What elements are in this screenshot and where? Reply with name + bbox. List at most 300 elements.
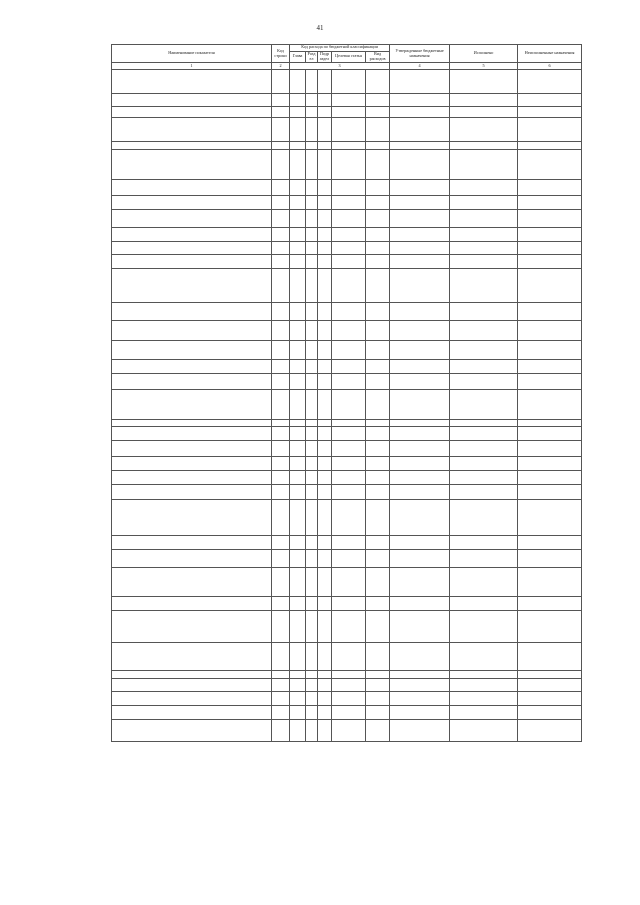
row-name	[112, 269, 272, 303]
row-expense-type	[366, 427, 390, 441]
row-podrazdel	[318, 549, 332, 567]
row-podrazdel	[318, 389, 332, 419]
row-podrazdel	[318, 210, 332, 228]
row-expense-type	[366, 69, 390, 93]
row-line-code	[272, 179, 290, 196]
row-expense-type	[366, 389, 390, 419]
row-podrazdel	[318, 269, 332, 303]
row-approved	[390, 536, 450, 550]
row-razdel	[306, 269, 318, 303]
row-target	[332, 678, 366, 692]
row-target	[332, 179, 366, 196]
column-number: 3	[290, 63, 390, 70]
row-glava	[290, 302, 306, 320]
row-unexecuted	[518, 536, 582, 550]
column-number: 6	[518, 63, 582, 70]
row-line-code	[272, 69, 290, 93]
row-glava	[290, 389, 306, 419]
row-razdel	[306, 719, 318, 741]
table-row	[112, 255, 582, 269]
row-target	[332, 549, 366, 567]
row-unexecuted	[518, 706, 582, 720]
row-line-code	[272, 93, 290, 107]
row-approved	[390, 149, 450, 179]
row-razdel	[306, 427, 318, 441]
row-name	[112, 118, 272, 142]
row-target	[332, 196, 366, 210]
table-body	[112, 69, 582, 741]
row-expense-type	[366, 484, 390, 500]
row-glava	[290, 484, 306, 500]
row-approved	[390, 611, 450, 643]
row-name	[112, 670, 272, 678]
row-name	[112, 549, 272, 567]
row-glava	[290, 670, 306, 678]
row-expense-type	[366, 457, 390, 471]
row-razdel	[306, 670, 318, 678]
row-target	[332, 536, 366, 550]
page-number: 41	[316, 24, 324, 32]
row-name	[112, 320, 272, 340]
row-glava	[290, 441, 306, 457]
table-header	[112, 45, 582, 70]
table-row	[112, 692, 582, 706]
row-expense-type	[366, 719, 390, 741]
table-row	[112, 500, 582, 536]
row-line-code	[272, 500, 290, 536]
row-name	[112, 241, 272, 255]
row-line-code	[272, 302, 290, 320]
row-expense-type	[366, 678, 390, 692]
row-podrazdel	[318, 69, 332, 93]
row-unexecuted	[518, 611, 582, 643]
row-line-code	[272, 269, 290, 303]
row-glava	[290, 255, 306, 269]
row-unexecuted	[518, 340, 582, 360]
column-number: 2	[272, 63, 290, 70]
row-glava	[290, 179, 306, 196]
row-razdel	[306, 419, 318, 427]
row-razdel	[306, 470, 318, 484]
row-line-code	[272, 692, 290, 706]
row-name	[112, 484, 272, 500]
row-target	[332, 141, 366, 149]
row-glava	[290, 457, 306, 471]
row-unexecuted	[518, 567, 582, 597]
row-line-code	[272, 536, 290, 550]
row-approved	[390, 179, 450, 196]
row-unexecuted	[518, 484, 582, 500]
row-executed	[450, 692, 518, 706]
table-row	[112, 611, 582, 643]
row-razdel	[306, 179, 318, 196]
row-target	[332, 484, 366, 500]
row-approved	[390, 419, 450, 427]
row-razdel	[306, 374, 318, 390]
row-podrazdel	[318, 611, 332, 643]
row-expense-type	[366, 692, 390, 706]
row-target	[332, 419, 366, 427]
row-executed	[450, 227, 518, 241]
row-name	[112, 427, 272, 441]
row-name	[112, 107, 272, 118]
table-row	[112, 441, 582, 457]
row-line-code	[272, 419, 290, 427]
row-name	[112, 611, 272, 643]
row-glava	[290, 706, 306, 720]
header-unexecuted: Неисполненные назначения	[518, 45, 582, 63]
table-row	[112, 419, 582, 427]
row-unexecuted	[518, 149, 582, 179]
table-row	[112, 597, 582, 611]
row-executed	[450, 210, 518, 228]
row-glava	[290, 118, 306, 142]
row-unexecuted	[518, 320, 582, 340]
column-number-row	[112, 63, 582, 70]
row-glava	[290, 567, 306, 597]
row-glava	[290, 597, 306, 611]
row-approved	[390, 241, 450, 255]
row-unexecuted	[518, 427, 582, 441]
row-podrazdel	[318, 470, 332, 484]
row-executed	[450, 374, 518, 390]
row-razdel	[306, 149, 318, 179]
row-approved	[390, 427, 450, 441]
table-row	[112, 719, 582, 741]
row-approved	[390, 470, 450, 484]
row-expense-type	[366, 670, 390, 678]
row-executed	[450, 427, 518, 441]
row-approved	[390, 340, 450, 360]
row-line-code	[272, 196, 290, 210]
row-approved	[390, 597, 450, 611]
row-approved	[390, 107, 450, 118]
row-expense-type	[366, 118, 390, 142]
row-name	[112, 597, 272, 611]
row-approved	[390, 118, 450, 142]
row-approved	[390, 141, 450, 149]
table-row	[112, 706, 582, 720]
row-podrazdel	[318, 419, 332, 427]
table-row	[112, 107, 582, 118]
table-row	[112, 484, 582, 500]
row-target	[332, 611, 366, 643]
row-podrazdel	[318, 196, 332, 210]
row-name	[112, 302, 272, 320]
row-unexecuted	[518, 389, 582, 419]
table-row	[112, 360, 582, 374]
row-podrazdel	[318, 320, 332, 340]
row-unexecuted	[518, 549, 582, 567]
row-razdel	[306, 389, 318, 419]
row-unexecuted	[518, 374, 582, 390]
row-target	[332, 255, 366, 269]
row-razdel	[306, 611, 318, 643]
row-executed	[450, 149, 518, 179]
row-glava	[290, 241, 306, 255]
row-expense-type	[366, 419, 390, 427]
row-target	[332, 93, 366, 107]
row-name	[112, 567, 272, 597]
row-name	[112, 470, 272, 484]
row-expense-type	[366, 340, 390, 360]
row-executed	[450, 107, 518, 118]
row-podrazdel	[318, 241, 332, 255]
table-row	[112, 302, 582, 320]
row-expense-type	[366, 597, 390, 611]
row-unexecuted	[518, 141, 582, 149]
row-line-code	[272, 210, 290, 228]
row-name	[112, 692, 272, 706]
row-expense-type	[366, 227, 390, 241]
row-target	[332, 149, 366, 179]
row-podrazdel	[318, 360, 332, 374]
row-name	[112, 255, 272, 269]
row-expense-type	[366, 141, 390, 149]
row-target	[332, 692, 366, 706]
row-glava	[290, 93, 306, 107]
row-approved	[390, 719, 450, 741]
row-podrazdel	[318, 597, 332, 611]
row-glava	[290, 374, 306, 390]
row-unexecuted	[518, 457, 582, 471]
table-row	[112, 643, 582, 671]
row-approved	[390, 549, 450, 567]
row-target	[332, 441, 366, 457]
row-line-code	[272, 227, 290, 241]
row-line-code	[272, 611, 290, 643]
row-target	[332, 374, 366, 390]
header-executed: Исполнено	[450, 45, 518, 63]
table-row	[112, 269, 582, 303]
row-razdel	[306, 457, 318, 471]
row-unexecuted	[518, 719, 582, 741]
row-podrazdel	[318, 670, 332, 678]
row-unexecuted	[518, 93, 582, 107]
row-name	[112, 389, 272, 419]
row-razdel	[306, 69, 318, 93]
row-glava	[290, 470, 306, 484]
row-razdel	[306, 118, 318, 142]
table-row	[112, 678, 582, 692]
table-row	[112, 389, 582, 419]
row-glava	[290, 196, 306, 210]
row-glava	[290, 340, 306, 360]
row-razdel	[306, 706, 318, 720]
row-target	[332, 706, 366, 720]
row-unexecuted	[518, 643, 582, 671]
row-expense-type	[366, 93, 390, 107]
row-razdel	[306, 340, 318, 360]
row-name	[112, 441, 272, 457]
row-glava	[290, 69, 306, 93]
row-target	[332, 597, 366, 611]
table-row	[112, 196, 582, 210]
row-executed	[450, 320, 518, 340]
row-line-code	[272, 241, 290, 255]
row-podrazdel	[318, 93, 332, 107]
row-name	[112, 374, 272, 390]
row-line-code	[272, 340, 290, 360]
row-executed	[450, 484, 518, 500]
row-name	[112, 360, 272, 374]
row-unexecuted	[518, 692, 582, 706]
row-glava	[290, 149, 306, 179]
row-podrazdel	[318, 302, 332, 320]
table-row	[112, 93, 582, 107]
row-approved	[390, 389, 450, 419]
row-target	[332, 210, 366, 228]
table-row	[112, 141, 582, 149]
row-target	[332, 118, 366, 142]
row-executed	[450, 470, 518, 484]
row-name	[112, 678, 272, 692]
row-podrazdel	[318, 536, 332, 550]
row-target	[332, 340, 366, 360]
row-podrazdel	[318, 678, 332, 692]
column-number: 4	[390, 63, 450, 70]
budget-execution-table	[111, 44, 582, 742]
header-expense-type: Вид расходов	[366, 51, 390, 62]
row-unexecuted	[518, 302, 582, 320]
row-expense-type	[366, 269, 390, 303]
row-expense-type	[366, 241, 390, 255]
table-row	[112, 670, 582, 678]
row-glava	[290, 692, 306, 706]
row-podrazdel	[318, 340, 332, 360]
row-approved	[390, 302, 450, 320]
row-approved	[390, 484, 450, 500]
row-razdel	[306, 255, 318, 269]
row-approved	[390, 93, 450, 107]
row-target	[332, 643, 366, 671]
table-row	[112, 210, 582, 228]
header-code-title: Код расхода по бюджетной классификации	[290, 45, 390, 52]
row-line-code	[272, 149, 290, 179]
row-glava	[290, 719, 306, 741]
row-unexecuted	[518, 597, 582, 611]
row-razdel	[306, 441, 318, 457]
row-line-code	[272, 441, 290, 457]
row-podrazdel	[318, 692, 332, 706]
row-razdel	[306, 692, 318, 706]
row-unexecuted	[518, 470, 582, 484]
header-podrazdel: Подраздел	[318, 51, 332, 62]
row-line-code	[272, 643, 290, 671]
row-expense-type	[366, 536, 390, 550]
row-target	[332, 389, 366, 419]
row-executed	[450, 93, 518, 107]
table-row	[112, 118, 582, 142]
row-target	[332, 241, 366, 255]
header-target: Целевая статья	[332, 51, 366, 62]
row-line-code	[272, 484, 290, 500]
table-row	[112, 320, 582, 340]
row-approved	[390, 441, 450, 457]
row-executed	[450, 549, 518, 567]
row-line-code	[272, 360, 290, 374]
row-podrazdel	[318, 427, 332, 441]
row-expense-type	[366, 107, 390, 118]
table-row	[112, 470, 582, 484]
row-executed	[450, 302, 518, 320]
row-name	[112, 196, 272, 210]
row-executed	[450, 255, 518, 269]
row-razdel	[306, 141, 318, 149]
table-row	[112, 227, 582, 241]
row-expense-type	[366, 706, 390, 720]
row-expense-type	[366, 500, 390, 536]
table-row	[112, 567, 582, 597]
row-approved	[390, 706, 450, 720]
row-target	[332, 227, 366, 241]
row-glava	[290, 320, 306, 340]
row-razdel	[306, 484, 318, 500]
row-podrazdel	[318, 374, 332, 390]
row-executed	[450, 457, 518, 471]
row-executed	[450, 360, 518, 374]
row-executed	[450, 597, 518, 611]
row-unexecuted	[518, 678, 582, 692]
row-approved	[390, 69, 450, 93]
row-name	[112, 719, 272, 741]
row-approved	[390, 320, 450, 340]
row-executed	[450, 670, 518, 678]
row-approved	[390, 360, 450, 374]
row-name	[112, 340, 272, 360]
row-razdel	[306, 549, 318, 567]
row-line-code	[272, 670, 290, 678]
row-executed	[450, 389, 518, 419]
table-row	[112, 179, 582, 196]
row-approved	[390, 227, 450, 241]
row-expense-type	[366, 196, 390, 210]
row-razdel	[306, 93, 318, 107]
row-podrazdel	[318, 107, 332, 118]
row-podrazdel	[318, 706, 332, 720]
row-name	[112, 179, 272, 196]
row-approved	[390, 210, 450, 228]
row-executed	[450, 678, 518, 692]
row-executed	[450, 69, 518, 93]
row-unexecuted	[518, 360, 582, 374]
table-row	[112, 149, 582, 179]
table-row	[112, 69, 582, 93]
row-executed	[450, 719, 518, 741]
row-line-code	[272, 427, 290, 441]
header-name: Наименование показателя	[112, 45, 272, 63]
row-executed	[450, 441, 518, 457]
row-unexecuted	[518, 227, 582, 241]
row-approved	[390, 269, 450, 303]
row-razdel	[306, 196, 318, 210]
row-line-code	[272, 678, 290, 692]
row-podrazdel	[318, 141, 332, 149]
row-line-code	[272, 118, 290, 142]
row-unexecuted	[518, 196, 582, 210]
row-unexecuted	[518, 179, 582, 196]
row-name	[112, 457, 272, 471]
row-razdel	[306, 360, 318, 374]
row-target	[332, 69, 366, 93]
row-unexecuted	[518, 118, 582, 142]
table-row	[112, 536, 582, 550]
column-number: 1	[112, 63, 272, 70]
row-line-code	[272, 706, 290, 720]
row-unexecuted	[518, 107, 582, 118]
row-target	[332, 360, 366, 374]
row-target	[332, 470, 366, 484]
